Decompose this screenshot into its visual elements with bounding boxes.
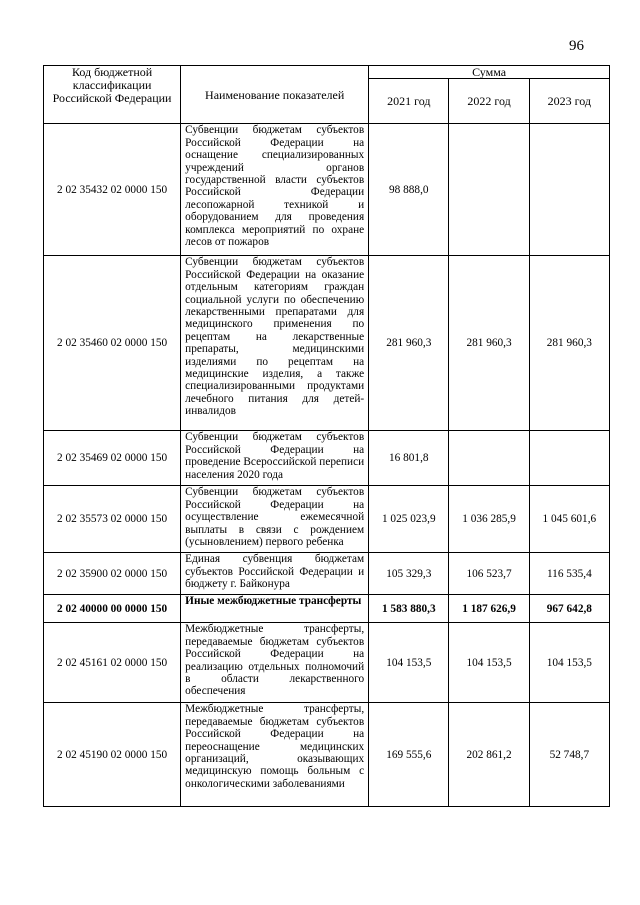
table-row [44,486,610,553]
amount-2021: 169 555,6 [369,703,449,807]
budget-code: 2 02 35460 02 0000 150 [44,256,181,431]
amount-2023 [529,431,609,486]
budget-code: 2 02 35469 02 0000 150 [44,431,181,486]
table-row [44,703,610,807]
amount-2022: 1 036 285,9 [449,486,529,553]
indicator-name: Субвенции бюджетам субъектов Российской Федерации на оснащение специализированных учреждений органов государственной власти субъектов Российской Федерации лесопожарной техникой и оборудованием для проведения комплекса мероприятий по охране лесов от пожаров [181,124,369,256]
budget-code: 2 02 40000 00 0000 150 [44,595,181,623]
indicator-name: Межбюджетные трансферты, передаваемые бюджетам субъектов Российской Федерации на переоснащение медицинских организаций, оказывающих медицинскую помощь больным с онкологическими заболеваниями [181,703,369,807]
amount-2022: 106 523,7 [449,553,529,595]
amount-2023: 281 960,3 [529,256,609,431]
budget-code: 2 02 35900 02 0000 150 [44,553,181,595]
amount-2022: 104 153,5 [449,623,529,703]
header-year-2022: 2022 год [449,79,529,124]
amount-2021: 16 801,8 [369,431,449,486]
table-row [44,256,610,431]
budget-code: 2 02 35573 02 0000 150 [44,486,181,553]
header-code: Код бюджетной классификации Российской Федерации [44,66,181,124]
table-row [44,553,610,595]
header-year-2023: 2023 год [529,79,609,124]
amount-2023: 116 535,4 [529,553,609,595]
amount-2022 [449,431,529,486]
amount-2022: 202 861,2 [449,703,529,807]
indicator-name: Межбюджетные трансферты, передаваемые бюджетам субъектов Российской Федерации на реализацию отдельных полномочий в области лекарственного обеспечения [181,623,369,703]
amount-2023: 52 748,7 [529,703,609,807]
amount-2023: 967 642,8 [529,595,609,623]
header-sum: Сумма [369,66,610,79]
amount-2023 [529,124,609,256]
indicator-name: Субвенции бюджетам субъектов Российской Федерации на осуществление ежемесячной выплаты в связи с рождением (усыновлением) первого ребенка [181,486,369,553]
amount-2021: 1 583 880,3 [369,595,449,623]
amount-2021: 281 960,3 [369,256,449,431]
indicator-name: Иные межбюджетные трансферты [181,595,369,623]
budget-code: 2 02 45161 02 0000 150 [44,623,181,703]
budget-code: 2 02 35432 02 0000 150 [44,124,181,256]
budget-table [43,65,610,807]
amount-2021: 98 888,0 [369,124,449,256]
amount-2021: 105 329,3 [369,553,449,595]
table-body [44,124,610,807]
table-row [44,623,610,703]
page-number: 96 [569,38,584,54]
table-row [44,431,610,486]
header-year-2021: 2021 год [369,79,449,124]
amount-2021: 1 025 023,9 [369,486,449,553]
indicator-name: Единая субвенция бюджетам субъектов Российской Федерации и бюджету г. Байконура [181,553,369,595]
indicator-name: Субвенции бюджетам субъектов Российской Федерации на проведение Всероссийской переписи населения 2020 года [181,431,369,486]
amount-2022: 1 187 626,9 [449,595,529,623]
header-row [44,66,610,79]
amount-2023: 104 153,5 [529,623,609,703]
table-row [44,595,610,623]
header-name: Наименование показателей [181,66,369,124]
amount-2022 [449,124,529,256]
amount-2021: 104 153,5 [369,623,449,703]
table-row [44,124,610,256]
amount-2023: 1 045 601,6 [529,486,609,553]
budget-code: 2 02 45190 02 0000 150 [44,703,181,807]
indicator-name: Субвенции бюджетам субъектов Российской Федерации на оказание отдельным категориям граждан социальной услуги по обеспечению лекарственными препаратами для медицинского применения по рецептам на лекарственные препараты, медицинскими изделиями по рецептам на медицинские изделия, а также специализированными продуктами лечебного питания для детей-инвалидов [181,256,369,431]
amount-2022: 281 960,3 [449,256,529,431]
